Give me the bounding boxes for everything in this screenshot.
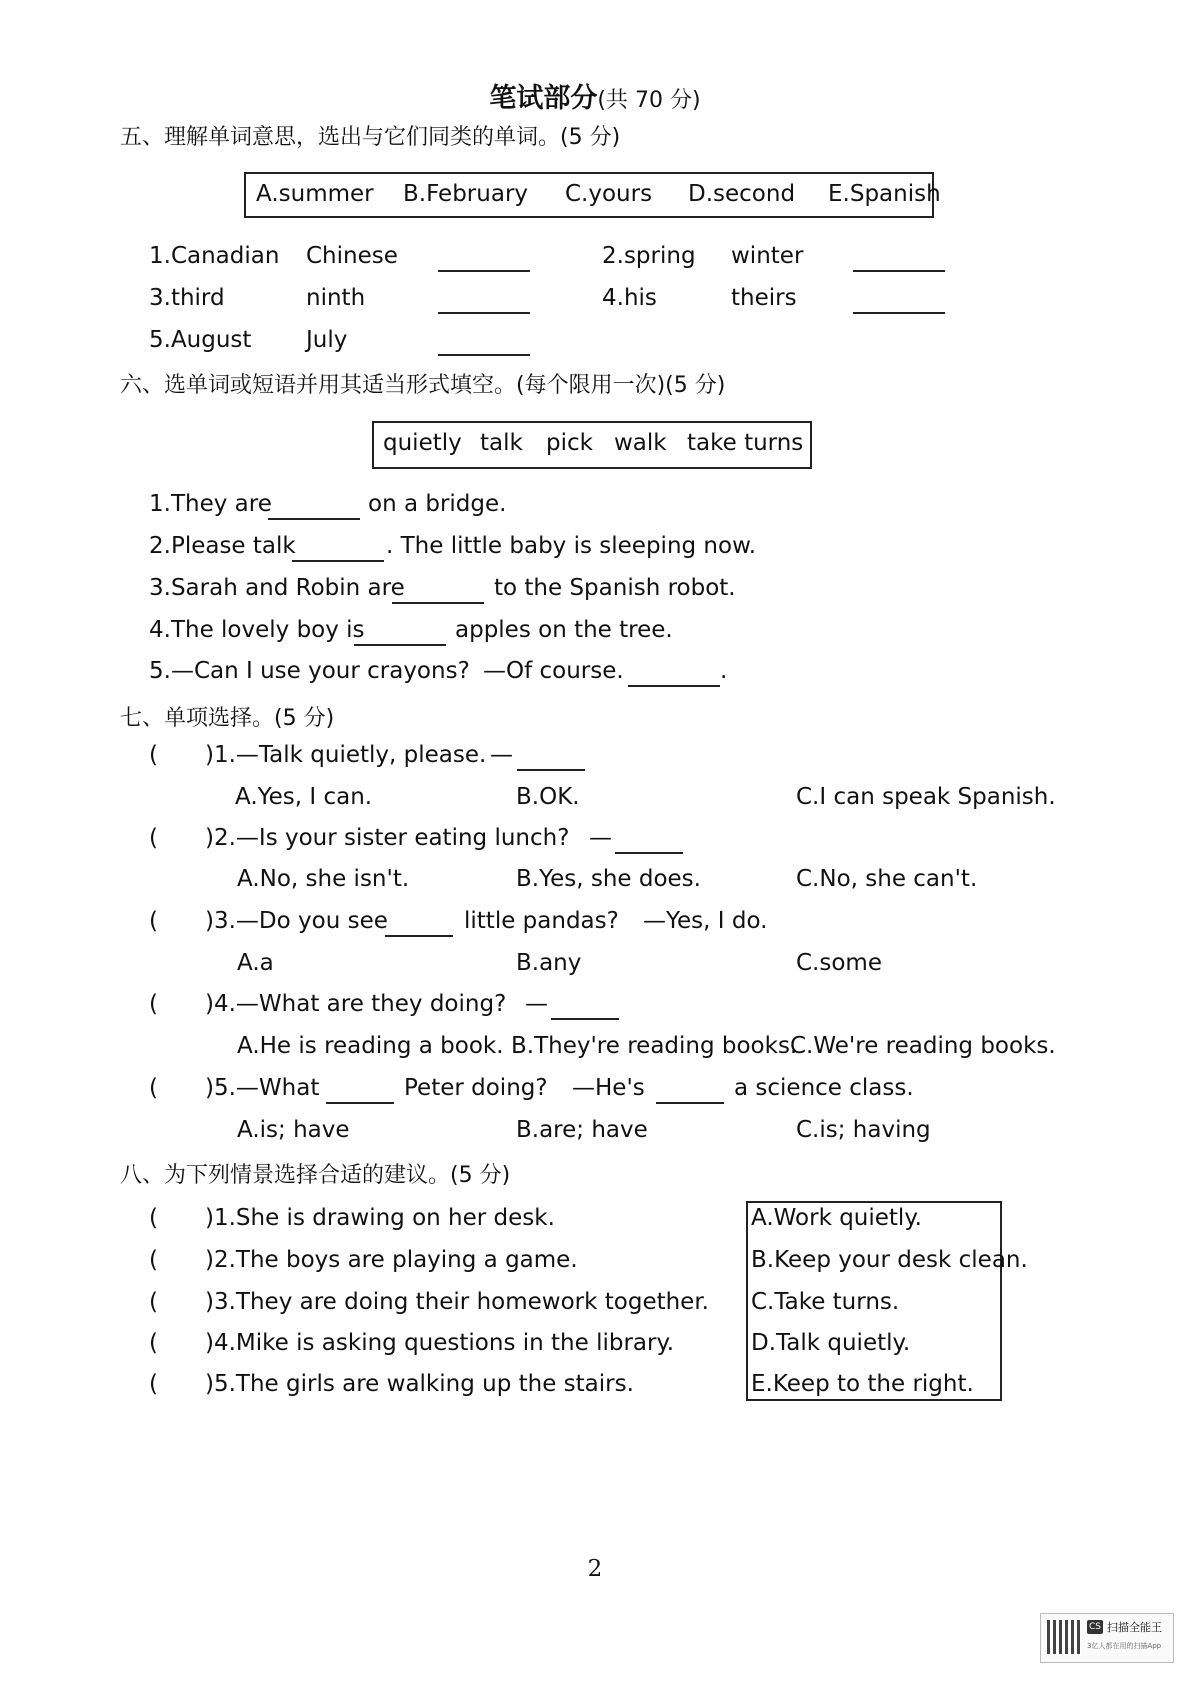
section-7-heading: 七、单项选择。(5 分)	[120, 706, 335, 731]
page-number: 2	[587, 1556, 603, 1582]
s7-q5-paren[interactable]: (	[149, 1075, 158, 1101]
s5-item-1-blank[interactable]	[438, 270, 530, 272]
s5-item-4-word-a: 4.his	[602, 285, 657, 311]
s7-q5-text: )5.—What	[205, 1075, 320, 1101]
qr-code-icon	[1047, 1620, 1081, 1654]
s7-q5-option-b[interactable]: B.are; have	[516, 1117, 648, 1143]
s5-item-4-blank[interactable]	[853, 312, 945, 314]
s7-q3-option-c[interactable]: C.some	[796, 950, 882, 976]
s6-word-5: take turns	[687, 430, 804, 456]
s6-q3-text-end: to the Spanish robot.	[494, 575, 736, 601]
s5-item-2-word-b: winter	[731, 243, 804, 269]
s7-q2-blank	[615, 852, 683, 854]
s5-item-5-blank[interactable]	[438, 354, 530, 356]
s8-item-2-paren[interactable]: (	[149, 1247, 158, 1273]
s7-q3-option-a[interactable]: A.a	[237, 950, 274, 976]
s6-word-2: talk	[480, 430, 523, 456]
s8-option-b: B.Keep your desk clean.	[751, 1247, 1028, 1273]
s7-q4-blank	[551, 1018, 619, 1020]
s6-q1-blank[interactable]	[268, 518, 360, 520]
s5-item-3-word-a: 3.third	[149, 285, 225, 311]
s5-option-c: C.yours	[565, 181, 653, 207]
s7-q4-option-c[interactable]: C.We're reading books.	[790, 1033, 1056, 1059]
title-points: (共 70 分)	[597, 88, 701, 113]
s7-q4-text: )4.—What are they doing?	[205, 991, 507, 1017]
section-6-heading: 六、选单词或短语并用其适当形式填空。(每个限用一次)(5 分)	[120, 373, 726, 398]
s7-q5-text-mid: Peter doing?	[404, 1075, 548, 1101]
page-title: 笔试部分(共 70 分)	[489, 83, 701, 114]
s7-q5-blank-1	[326, 1102, 394, 1104]
s7-q2-paren[interactable]: (	[149, 825, 158, 851]
s6-q4-text-end: apples on the tree.	[455, 617, 673, 643]
s5-item-1-word-a: 1.Canadian	[149, 243, 280, 269]
s7-q1-blank	[517, 769, 585, 771]
s7-q1-text: )1.—Talk quietly, please.	[205, 742, 487, 768]
s7-q4-option-a[interactable]: A.He is reading a book.	[237, 1033, 504, 1059]
s6-q3-blank[interactable]	[392, 602, 484, 604]
s7-q3-paren[interactable]: (	[149, 908, 158, 934]
s7-q3-answer: —Yes, I do.	[643, 908, 768, 934]
s7-q2-option-a[interactable]: A.No, she isn't.	[237, 866, 410, 892]
s7-q2-option-c[interactable]: C.No, she can't.	[796, 866, 978, 892]
s8-item-1-text: )1.She is drawing on her desk.	[205, 1205, 555, 1231]
s8-item-2-text: )2.The boys are playing a game.	[205, 1247, 578, 1273]
s8-item-3-text: )3.They are doing their homework together.	[205, 1289, 709, 1315]
s7-q2-text: )2.—Is your sister eating lunch?	[205, 825, 570, 851]
s6-q1-text: 1.They are	[149, 491, 272, 517]
s7-q3-text: )3.—Do you see	[205, 908, 388, 934]
s7-q1-dash: —	[490, 742, 513, 768]
s5-item-2-word-a: 2.spring	[602, 243, 696, 269]
s5-option-b: B.February	[403, 181, 529, 207]
s8-item-1-paren[interactable]: (	[149, 1205, 158, 1231]
s6-q2-blank[interactable]	[292, 560, 384, 562]
s5-item-2-blank[interactable]	[853, 270, 945, 272]
s5-option-e: E.Spanish	[828, 181, 941, 207]
scanner-logo-icon: CS	[1089, 1622, 1101, 1632]
s5-option-a: A.summer	[256, 181, 374, 207]
s7-q4-paren[interactable]: (	[149, 991, 158, 1017]
s7-q1-option-c[interactable]: C.I can speak Spanish.	[796, 784, 1056, 810]
scanner-brand: 扫描全能王	[1107, 1621, 1162, 1634]
s6-word-1: quietly	[383, 430, 462, 456]
s8-item-4-text: )4.Mike is asking questions in the library.	[205, 1330, 675, 1356]
s5-item-3-word-b: ninth	[306, 285, 366, 311]
s6-q4-text: 4.The lovely boy is	[149, 617, 365, 643]
section-8-heading: 八、为下列情景选择合适的建议。(5 分)	[120, 1163, 511, 1188]
s7-q4-dash: —	[525, 991, 548, 1017]
s5-item-3-blank[interactable]	[438, 312, 530, 314]
s6-q3-text: 3.Sarah and Robin are	[149, 575, 405, 601]
s6-q5-reply: —Of course.	[483, 658, 624, 684]
s5-item-5-word-a: 5.August	[149, 327, 252, 353]
s7-q1-option-b[interactable]: B.OK.	[516, 784, 580, 810]
s8-item-3-paren[interactable]: (	[149, 1289, 158, 1315]
s5-item-4-word-b: theirs	[731, 285, 797, 311]
s8-option-a: A.Work quietly.	[751, 1205, 922, 1231]
scanner-tagline: 3亿人都在用的扫描App	[1087, 1642, 1162, 1650]
s6-q5-blank[interactable]	[628, 685, 720, 687]
s8-option-c: C.Take turns.	[751, 1289, 900, 1315]
s6-q1-text-end: on a bridge.	[368, 491, 507, 517]
s7-q5-text-end: a science class.	[734, 1075, 914, 1101]
s7-q2-option-b[interactable]: B.Yes, she does.	[516, 866, 701, 892]
s6-q4-blank[interactable]	[354, 644, 446, 646]
s8-option-e: E.Keep to the right.	[751, 1371, 974, 1397]
s5-option-d: D.second	[688, 181, 796, 207]
s6-q2-text: 2.Please talk	[149, 533, 296, 559]
s7-q4-option-b[interactable]: B.They're reading books.	[511, 1033, 798, 1059]
s6-q2-text-end: . The little baby is sleeping now.	[386, 533, 757, 559]
s7-q5-option-a[interactable]: A.is; have	[237, 1117, 350, 1143]
s6-q5-period: .	[720, 658, 728, 684]
scanner-watermark	[1040, 1613, 1174, 1663]
s7-q5-reply: —He's	[572, 1075, 645, 1101]
s6-q5-text: 5.—Can I use your crayons?	[149, 658, 470, 684]
s7-q1-paren[interactable]: (	[149, 742, 158, 768]
s7-q3-option-b[interactable]: B.any	[516, 950, 582, 976]
s8-item-5-text: )5.The girls are walking up the stairs.	[205, 1371, 634, 1397]
s7-q2-dash: —	[589, 825, 612, 851]
s6-word-3: pick	[546, 430, 593, 456]
s7-q3-text-mid: little pandas?	[464, 908, 619, 934]
section-5-heading: 五、理解单词意思，选出与它们同类的单词。(5 分)	[120, 125, 621, 150]
s7-q1-option-a[interactable]: A.Yes, I can.	[235, 784, 373, 810]
s8-item-4-paren[interactable]: (	[149, 1330, 158, 1356]
s7-q5-blank-2	[656, 1102, 724, 1104]
s5-item-1-word-b: Chinese	[306, 243, 398, 269]
s8-option-d: D.Talk quietly.	[751, 1330, 911, 1356]
s7-q3-blank	[385, 935, 453, 937]
s7-q5-option-c[interactable]: C.is; having	[796, 1117, 931, 1143]
s8-item-5-paren[interactable]: (	[149, 1371, 158, 1397]
s5-item-5-word-b: July	[306, 327, 348, 353]
s6-word-4: walk	[614, 430, 667, 456]
